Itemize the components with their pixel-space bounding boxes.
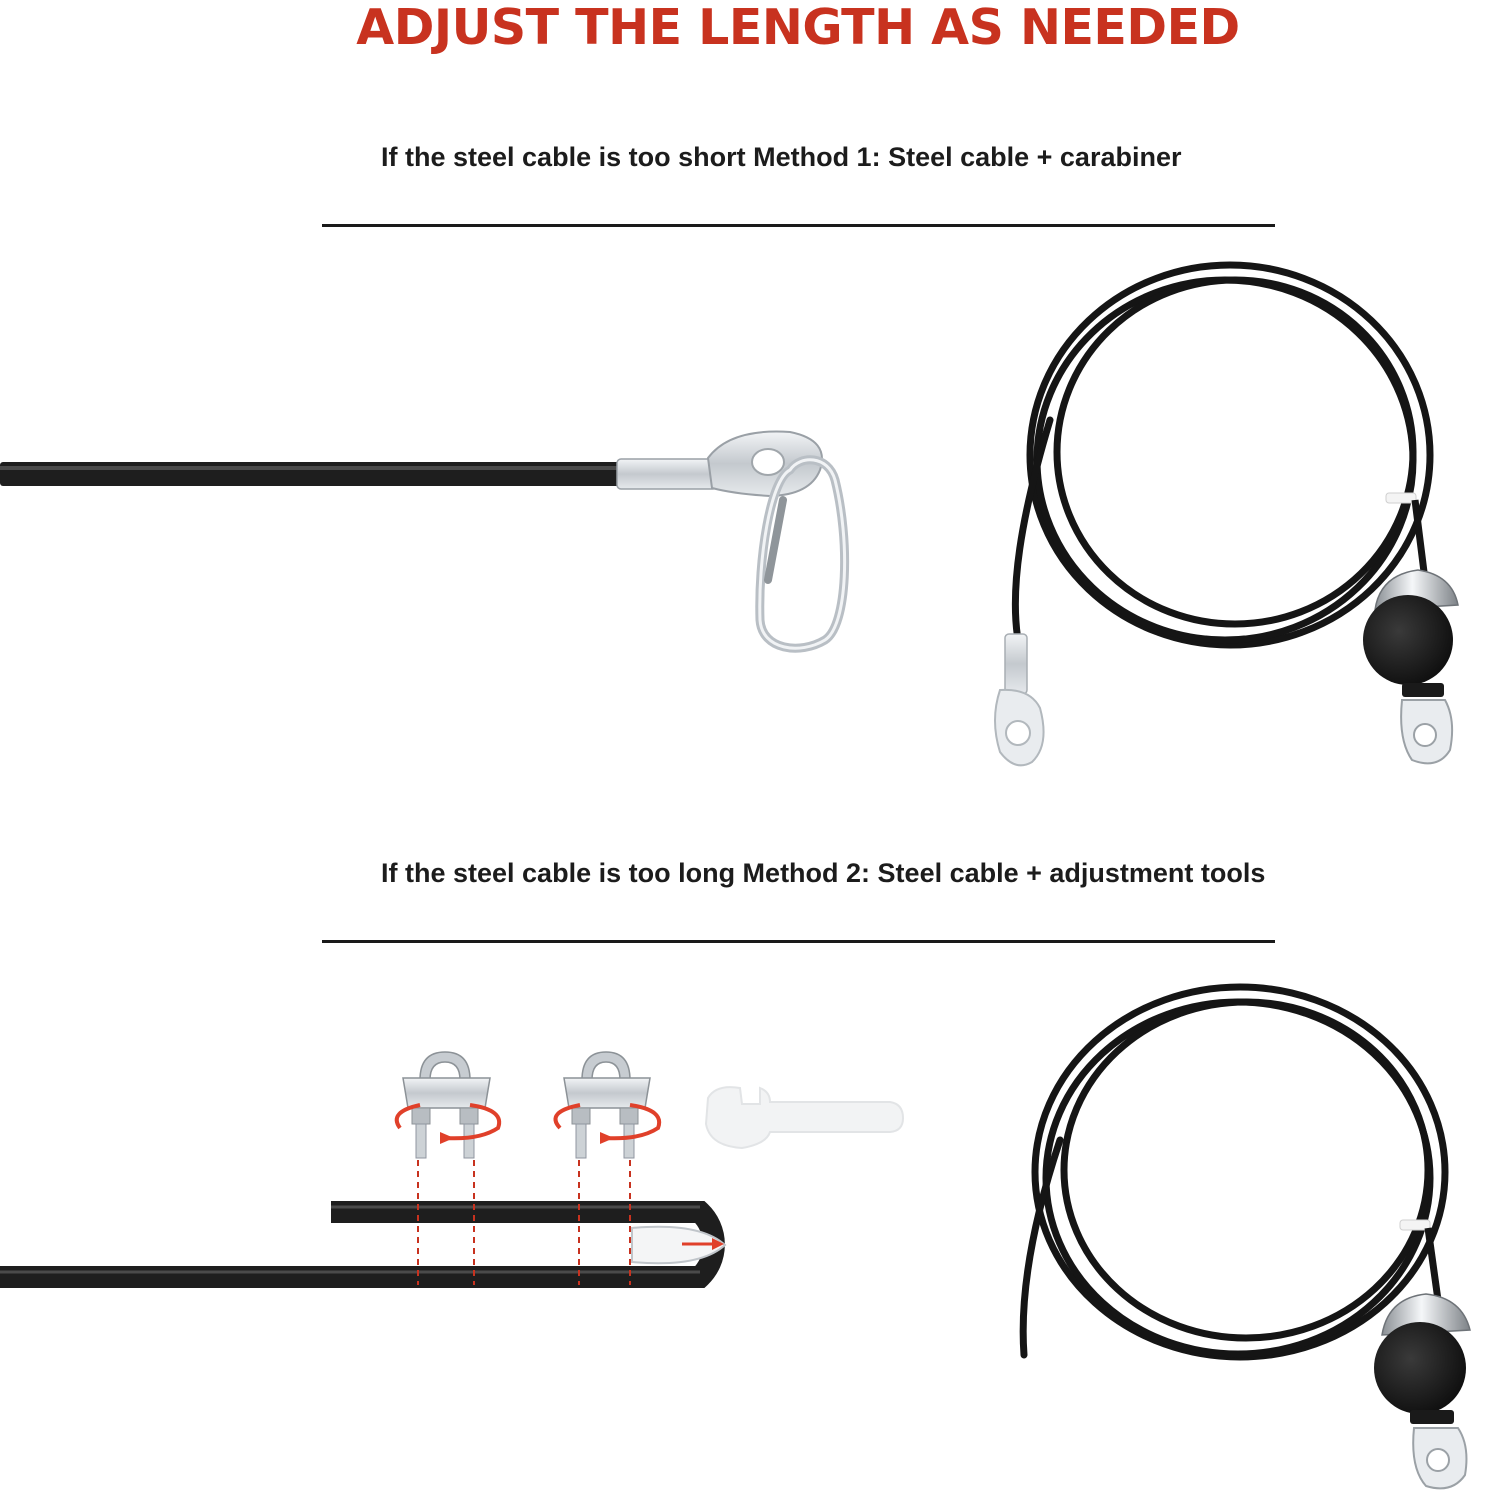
page-title: ADJUST THE LENGTH AS NEEDED (356, 0, 1240, 56)
method-1-cable (0, 462, 625, 486)
cable-coil-icon (1023, 987, 1445, 1357)
ball-stopper-icon (1374, 1228, 1470, 1488)
cable-eyelet-icon (995, 634, 1044, 765)
rotate-arrow-icon (556, 1105, 660, 1144)
cable-coil-icon (1015, 265, 1430, 645)
wrench-icon (706, 1087, 903, 1148)
cable-tie (1386, 493, 1416, 503)
method-2-heading: If the steel cable is too long Method 2: Steel cable + adjustment tools (381, 858, 1266, 888)
method-1-heading: If the steel cable is too short Method 1: Steel cable + carabiner (381, 142, 1182, 172)
method-2-cable (0, 1207, 714, 1277)
